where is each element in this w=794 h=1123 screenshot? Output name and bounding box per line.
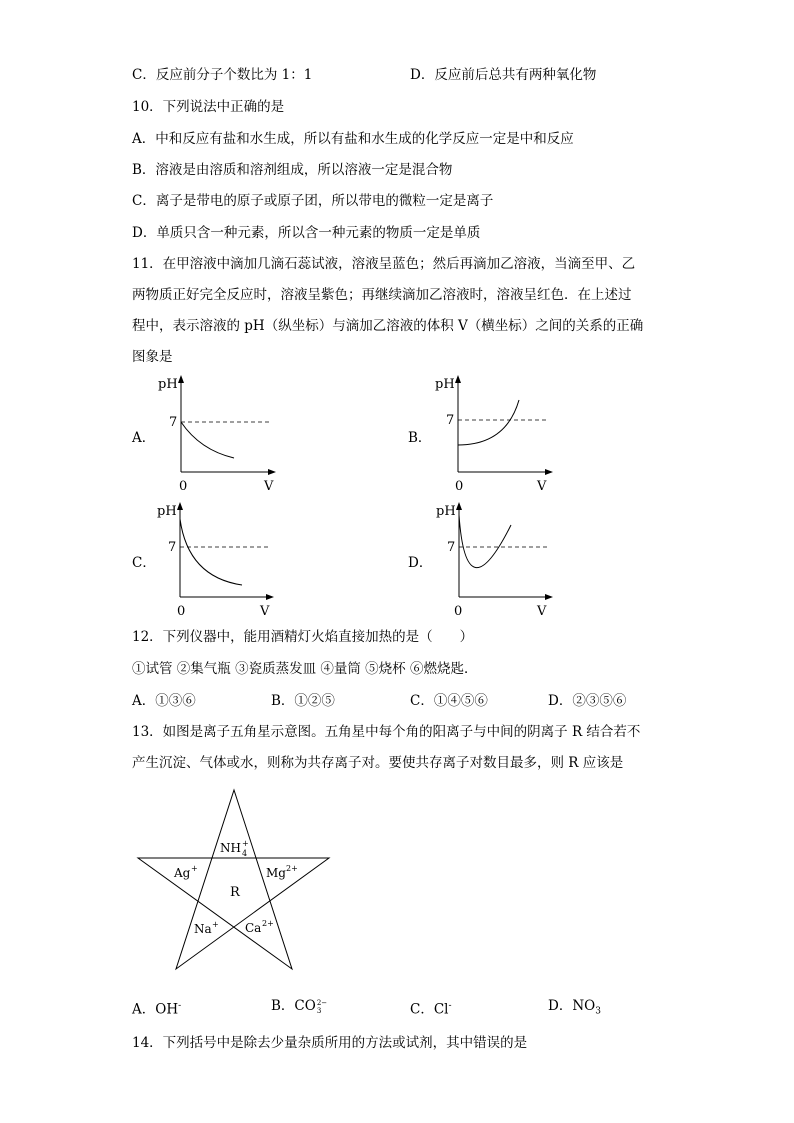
star-left-ion: Ag xyxy=(174,866,191,880)
q12-option-a: A．①③⑥ xyxy=(132,693,196,709)
star-bottom-left-ion: Na xyxy=(194,922,212,936)
q10-option-b: B．溶液是由溶质和溶剂组成，所以溶液一定是混合物 xyxy=(132,162,453,178)
graph-a-ref-label: 7 xyxy=(169,415,178,430)
graph-d-y-label: pH xyxy=(436,504,456,519)
graph-b-plot xyxy=(406,372,566,497)
q13-option-b-subscript: 3 xyxy=(316,1006,322,1015)
q13-option-a xyxy=(132,997,181,1019)
q11-stem-line-3: 程中，表示溶液的 pH（纵坐标）与滴加乙溶液的体积 V（横坐标）之间的关系的正确 xyxy=(132,318,644,334)
graph-b-ref-label: 7 xyxy=(446,413,455,428)
q13-option-c-text: C．Cl xyxy=(410,1001,449,1018)
star-center-anion: R xyxy=(230,885,240,900)
q10-option-c: C．离子是带电的原子或原子团，所以带电的微粒一定是离子 xyxy=(132,193,494,209)
q13-option-c-charge: - xyxy=(448,1001,452,1011)
q13-stem-line-1: 13．如图是离子五角星示意图。五角星中每个角的阳离子与中间的阴离子 R 结合若不 xyxy=(132,724,641,740)
graph-d-option-label: D． xyxy=(408,555,433,571)
q13-stem-line-2: 产生沉淀、气体或水，则称为共存离子对。要使共存离子对数目最多，则 R 应该是 xyxy=(132,755,624,771)
q11-graph-b xyxy=(406,372,566,497)
ion-star-diagram xyxy=(132,786,332,976)
q12-stem: 12．下列仪器中，能用酒精灯火焰直接加热的是（ ） xyxy=(132,629,474,645)
graph-a-y-label: pH xyxy=(158,377,178,392)
graph-a-origin-label: 0 xyxy=(179,479,188,494)
q14-stem: 14．下列括号中是除去少量杂质所用的方法或试剂，其中错误的是 xyxy=(132,1035,528,1051)
q13-option-b-text: B．CO xyxy=(271,998,316,1014)
star-bottom-right-ion: Ca xyxy=(245,921,262,935)
q12-option-d: D．②③⑤⑥ xyxy=(548,693,627,709)
graph-a-x-label: V xyxy=(264,479,274,494)
graph-d-x-label: V xyxy=(537,604,547,619)
graph-d-origin-label: 0 xyxy=(454,604,463,619)
q11-stem-line-4: 图象是 xyxy=(132,349,173,365)
q12-option-b: B．①②⑤ xyxy=(271,693,335,709)
graph-c-y-label: pH xyxy=(157,504,177,519)
graph-c-ref-label: 7 xyxy=(168,540,177,555)
q13-option-b-charge: 2− xyxy=(316,998,328,1007)
q10-option-d: D．单质只含一种元素，所以含一种元素的物质一定是单质 xyxy=(132,225,481,241)
star-left-ion-sup: + xyxy=(191,864,198,873)
q9-option-c: C．反应前分子个数比为 1：1 xyxy=(132,67,313,83)
graph-c-origin-label: 0 xyxy=(177,604,186,619)
graph-c-x-label: V xyxy=(260,604,270,619)
graph-d-ref-label: 7 xyxy=(447,540,456,555)
q11-stem-line-2: 两物质正好完全反应时，溶液呈紫色；再继续滴加乙溶液时，溶液呈红色．在上述过 xyxy=(132,287,632,303)
graph-c-option-label: C． xyxy=(132,555,156,571)
graph-c-plot xyxy=(130,497,290,622)
star-top-ion-sup: + xyxy=(242,839,249,848)
graph-b-origin-label: 0 xyxy=(455,479,464,494)
graph-b-option-label: B． xyxy=(408,430,432,446)
q13-option-d xyxy=(548,997,601,1021)
graph-d-plot xyxy=(406,497,566,622)
graph-b-y-label: pH xyxy=(435,377,455,392)
q11-stem-line-1: 11．在甲溶液中滴加几滴石蕊试液，溶液呈蓝色；然后再滴加乙溶液，当滴至甲、乙 xyxy=(132,256,636,272)
star-outline xyxy=(132,786,332,976)
q13-option-d-text: D．NO xyxy=(548,998,596,1014)
q13-option-a-text: A．OH xyxy=(132,1001,179,1018)
q12-option-c: C．①④⑤⑥ xyxy=(410,693,488,709)
q13-option-b xyxy=(271,997,327,1015)
graph-a-plot xyxy=(130,372,290,497)
graph-a-option-label: A． xyxy=(132,430,156,446)
star-bottom-right-ion-sup: 2+ xyxy=(262,919,274,928)
q13-option-a-charge: - xyxy=(178,1001,182,1011)
star-bottom-left-ion-sup: + xyxy=(212,920,219,929)
q10-option-a: A．中和反应有盐和水生成，所以有盐和水生成的化学反应一定是中和反应 xyxy=(132,131,574,147)
q11-graph-c xyxy=(130,497,290,622)
q11-graph-a xyxy=(130,372,290,497)
star-top-ion: NH xyxy=(220,841,241,855)
star-top-ion-sub: 4 xyxy=(242,849,248,858)
q11-graph-d xyxy=(406,497,566,622)
q13-option-d-subscript: 3 xyxy=(595,1006,601,1017)
q12-items: ①试管 ②集气瓶 ③瓷质蒸发皿 ④量筒 ⑤烧杯 ⑥燃烧匙． xyxy=(132,661,478,677)
q9-option-d: D．反应前后总共有两种氧化物 xyxy=(410,67,597,83)
star-right-ion-sup: 2+ xyxy=(286,864,298,873)
q10-stem: 10．下列说法中正确的是 xyxy=(132,99,285,115)
star-right-ion: Mg xyxy=(266,866,286,880)
q13-option-c xyxy=(410,997,452,1019)
graph-b-x-label: V xyxy=(537,479,547,494)
